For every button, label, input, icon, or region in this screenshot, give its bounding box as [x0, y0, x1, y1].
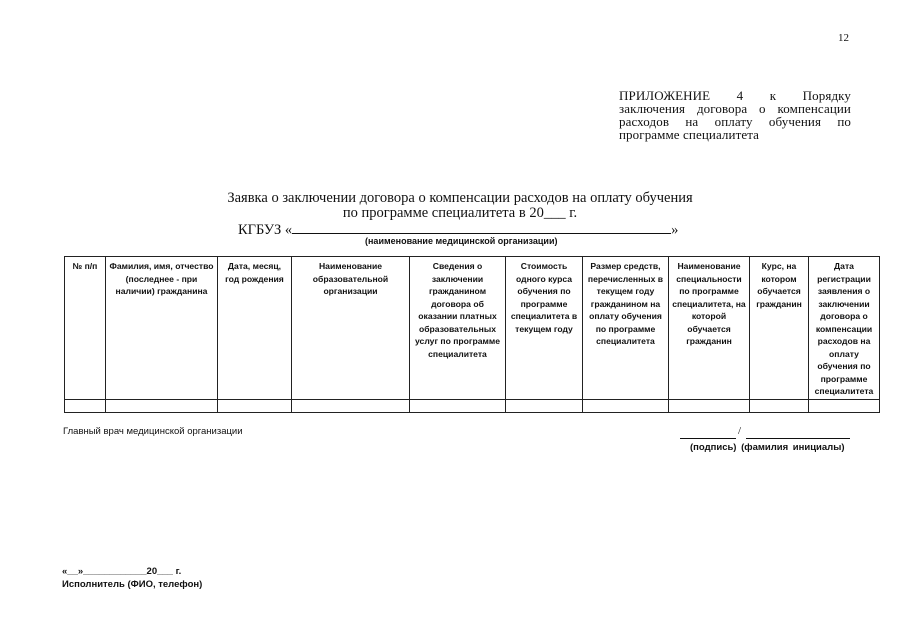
header-full-name: Фамилия, имя, отчество (последнее - при наличии) гражданина [106, 257, 218, 400]
table-cell[interactable] [506, 400, 583, 413]
header-number: № п/п [65, 257, 106, 400]
table-cell[interactable] [669, 400, 750, 413]
organization-hint: (наименование медицинской организации) [365, 236, 558, 246]
organization-blank [292, 221, 671, 234]
table-row [65, 400, 880, 413]
header-specialty: Наименование специальности по программе специалитета, на которой обучается гражданин [669, 257, 750, 400]
table-cell[interactable] [583, 400, 669, 413]
table-cell[interactable] [65, 400, 106, 413]
document-title-line1: Заявка о заключении договора о компенсации расходов на оплату обучения [227, 190, 693, 206]
initials-blank[interactable] [746, 428, 850, 439]
signature-lines [680, 425, 850, 440]
table-cell[interactable] [809, 400, 880, 413]
date-line: «__»____________20___ г. [62, 566, 182, 577]
table-cell[interactable] [410, 400, 506, 413]
appendix-note: ПРИЛОЖЕНИЕ 4 к Порядку заключения договора о компенсации расходов на оплату обучения по программе специалитета [619, 88, 851, 142]
header-course-cost: Стоимость одного курса обучения по программе специалитета в текущем году [506, 257, 583, 400]
document-title-line2: по программе специалитета в 20___ г. [342, 205, 578, 221]
header-contract-info: Сведения о заключении гражданином договора об оказании платных образовательных услуг по программе специалитета [410, 257, 506, 400]
header-paid-amount: Размер средств, перечисленных в текущем году гражданином на оплату обучения по программе специалитета [583, 257, 669, 400]
signature-caption: (подпись) (фамилия инициалы) [690, 442, 845, 453]
chief-doctor-label: Главный врач медицинской организации [63, 426, 243, 437]
application-table [64, 256, 880, 413]
table-cell[interactable] [218, 400, 292, 413]
table-header-row [65, 257, 880, 400]
executor-label: Исполнитель (ФИО, телефон) [62, 579, 203, 590]
organization-suffix: » [671, 222, 679, 238]
header-educational-org: Наименование образовательной организации [292, 257, 410, 400]
header-registration-date: Дата регистрации заявления о заключении договора о компенсации расходов на оплату обучения по программе специалитета [809, 257, 880, 400]
signature-slash: / [738, 425, 742, 437]
table-cell[interactable] [106, 400, 218, 413]
table-cell[interactable] [750, 400, 809, 413]
table-cell[interactable] [292, 400, 410, 413]
organization-prefix: КГБУЗ « [238, 222, 293, 238]
header-course-year: Курс, на котором обучается гражданин [750, 257, 809, 400]
page-number: 12 [838, 32, 849, 44]
signature-blank[interactable] [680, 428, 736, 439]
header-birth-date: Дата, месяц, год рождения [218, 257, 292, 400]
